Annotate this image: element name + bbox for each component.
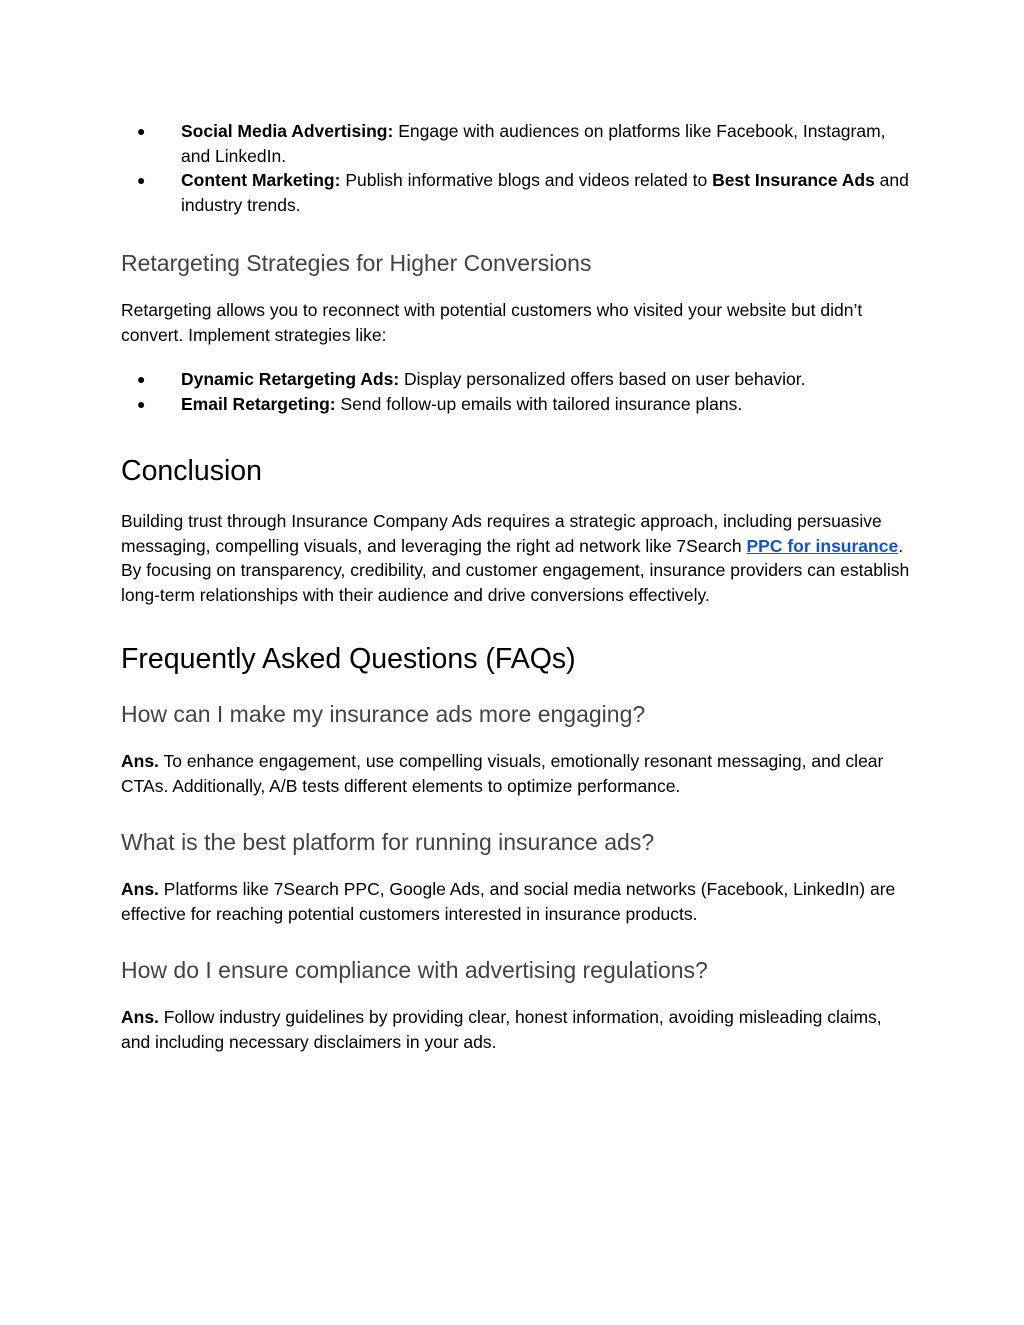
ans-label: Ans. [121,879,159,899]
faq-answer [121,749,914,798]
faq-answer [121,1005,914,1054]
bullet-icon: ● [137,395,146,412]
faqs-heading: Frequently Asked Questions (FAQs) [121,643,576,675]
bullet-text: Engage with audiences on platforms like Facebook, Instagram, and LinkedIn. [181,121,886,166]
conclusion-heading: Conclusion [121,455,262,487]
list-item [121,392,914,417]
faq-question: How can I make my insurance ads more engaging? [121,701,646,727]
bullet-text: Publish informative blogs and videos related to [340,170,713,190]
bullet-term: Content Marketing: [181,170,341,190]
bullet-icon: ● [137,123,146,139]
ppc-for-insurance-link[interactable]: PPC for insurance [746,535,899,556]
intro-bullet-list [121,119,914,217]
ans-label: Ans. [121,1007,159,1027]
conclusion-text: . By focusing on transparency, credibility, and customer engagement, insurance providers can establish long-term relationships with their audience and drive conversions effectively. [121,535,910,605]
faq-answer-text: To enhance engagement, use compelling visuals, emotionally resonant messaging, and clear CTAs. Additionally, A/B tests different elements to optimize performance. [121,751,884,796]
list-item [121,168,914,217]
faq-question: How do I ensure compliance with advertising regulations? [121,957,708,983]
bullet-term: Dynamic Retargeting Ads: [181,369,400,389]
bullet-term: Social Media Advertising: [181,121,394,141]
bullet-inline-bold: Best Insurance Ads [712,170,875,190]
bullet-text: Display personalized offers based on user behavior. [399,369,806,389]
bullet-text: Send follow-up emails with tailored insurance plans. [335,393,743,414]
list-item [121,119,914,168]
faq-question: What is the best platform for running insurance ads? [121,829,655,855]
retargeting-intro: Retargeting allows you to reconnect with potential customers who visited your website but didn’t convert. Implement strategies like: [121,300,863,345]
faq-answer [121,877,914,926]
faq-answer-text: Platforms like 7Search PPC, Google Ads, and social media networks (Facebook, LinkedIn) are effective for reaching potential customers interested in insurance products. [121,879,896,924]
conclusion-text: Building trust through Insurance Company Ads requires a strategic approach, including persuasive messaging, compelling visuals, and leveraging the right ad network like 7Search [121,511,882,556]
faq-answer-text: Follow industry guidelines by providing clear, honest information, avoiding misleading claims, and including necessary disclaimers in your ads. [121,1007,882,1052]
retargeting-heading: Retargeting Strategies for Higher Conversions [121,250,592,276]
conclusion-paragraph [121,509,914,607]
bullet-icon: ● [137,172,146,188]
list-item [121,367,914,392]
ans-label: Ans. [121,751,159,771]
bullet-text: and industry trends. [181,170,909,215]
retargeting-bullet-list [121,367,914,416]
bullet-icon: ● [137,371,146,387]
bullet-term: Email Retargeting: [181,393,336,414]
